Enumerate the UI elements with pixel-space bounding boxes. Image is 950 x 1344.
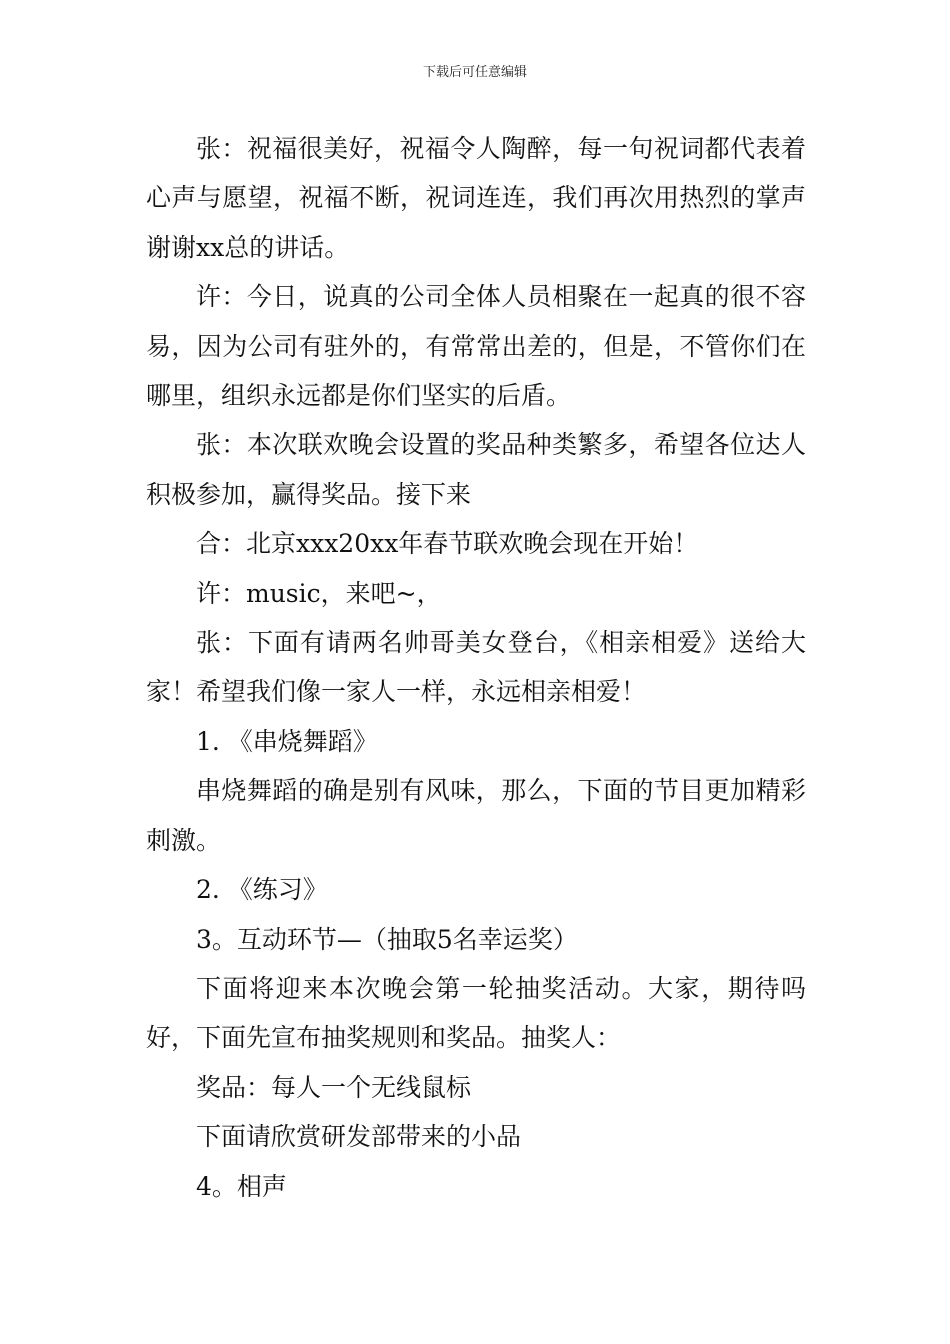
paragraph-prizes: 张：本次联欢晚会设置的奖品种类繁多，希望各位达人积极参加，赢得奖品。接下来 [146, 430, 806, 509]
paragraph-lottery: 下面将迎来本次晚会第一轮抽奖活动。大家，期待吗好，下面先宣布抽奖规则和奖品。抽奖人： [146, 973, 806, 1053]
paragraph-performance-intro: 张：下面有请两名帅哥美女登台，《相亲相爱》送给大家！希望我们像一家人一样，永远相亲相爱！ [146, 628, 806, 707]
page-header: 下载后可任意编辑 [422, 65, 527, 80]
program-item-4: 4。相声 [196, 1171, 287, 1201]
program-item-3: 3。互动环节—（抽取5名幸运奖） [196, 924, 578, 954]
paragraph-sketch-intro: 下面请欣赏研发部带来的小品 [196, 1122, 522, 1152]
paragraph-blessing: 张：祝福很美好，祝福令人陶醉，每一句祝词都代表着心声与愿望，祝福不断，祝词连连，我们再次用热烈的掌声谢谢xx总的讲话。 [146, 134, 806, 262]
paragraph-music: 许：music，来吧~， [196, 578, 442, 608]
paragraph-company-gathering: 许：今日，说真的公司全体人员相聚在一起真的很不容易，因为公司有驻外的，有常常出差的，但是，不管你们在哪里，组织永远都是你们坚实的后盾。 [146, 282, 806, 411]
paragraph-opening: 合：北京xxx20xx年春节联欢晚会现在开始！ [196, 529, 699, 559]
paragraph-dance-comment: 串烧舞蹈的确是别有风味，那么，下面的节目更加精彩刺激。 [146, 776, 806, 855]
document-body [146, 124, 806, 1211]
paragraph-prize-detail: 奖品：每人一个无线鼠标 [196, 1072, 472, 1102]
program-item-1: 1. 《串烧舞蹈》 [196, 726, 378, 756]
program-item-2: 2. 《练习》 [196, 875, 328, 905]
